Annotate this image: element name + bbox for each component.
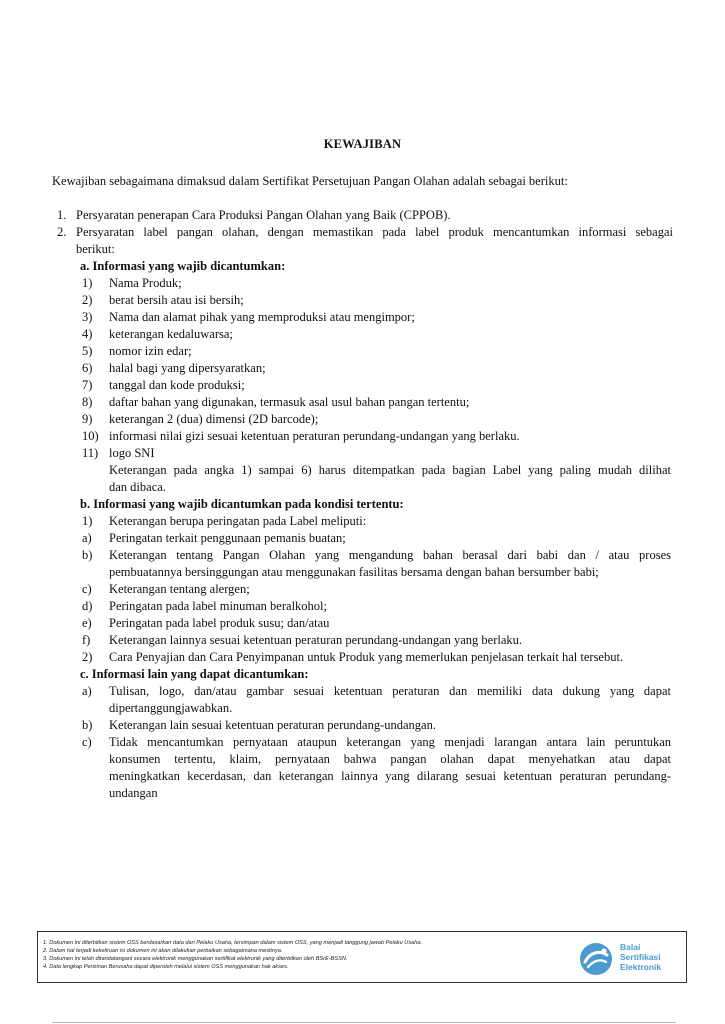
section-a-heading: a. Informasi yang wajib dicantumkan:	[80, 259, 286, 273]
footer-note: 4. Data lengkap Perizinan Berusaha dapat diperoleh melalui sistem OSS menggunakan hak akses.	[43, 964, 289, 970]
list-item-text: nomor izin edar;	[109, 344, 192, 358]
section-a-note-cont: dan dibaca.	[109, 480, 166, 494]
sublist-item-letter: b)	[82, 548, 93, 562]
bottom-divider	[52, 1022, 676, 1023]
footer-note: 2. Dalam hal terjadi kekeliruan isi dokumen ini akan dilakukan perbaikan sebagaimana mestinya.	[43, 948, 283, 954]
main-item-number: 2.	[57, 225, 67, 239]
sublist-item-text-cont: meningkatkan kecerdasan, dan keterangan lainnya yang dilarang sesuai ketentuan peraturan perundang-	[109, 769, 671, 783]
footer-note: 3. Dokumen ini telah ditandatangani secara elektronik menggunakan sertifikat elektronik yang diterbitkan oleh BSrE-BSSN.	[43, 956, 348, 962]
page-title: KEWAJIBAN	[323, 137, 402, 151]
main-item-text-cont: berikut:	[76, 242, 115, 256]
list-item-number: 8)	[82, 395, 93, 409]
list-item-text: Cara Penyajian dan Cara Penyimpanan untuk Produk yang memerlukan penjelasan terkait hal tersebut.	[109, 650, 624, 664]
list-item-number: 2)	[82, 650, 93, 664]
list-item-text: keterangan kedaluwarsa;	[109, 327, 233, 341]
main-item-text: Persyaratan label pangan olahan, dengan memastikan pada label produk mencantumkan informasi sebagai	[76, 225, 673, 239]
footer-notes-box	[37, 931, 687, 983]
section-c-heading: c. Informasi lain yang dapat dicantumkan:	[80, 667, 309, 681]
intro-paragraph: Kewajiban sebagaimana dimaksud dalam Sertifikat Persetujuan Pangan Olahan adalah sebagai berikut:	[52, 174, 568, 188]
sublist-item-text: Keterangan lainnya sesuai ketentuan peraturan perundang-undangan yang berlaku.	[109, 633, 523, 647]
sublist-item-letter: a)	[82, 531, 92, 545]
sublist-item-text: Tidak mencantumkan pernyataan ataupun keterangan yang menjadi larangan antara lain peruntukan	[109, 735, 671, 749]
logo-line: Elektronik	[620, 962, 662, 972]
sublist-item-text-cont: dipertanggungjawabkan.	[109, 701, 233, 715]
sublist-item-text: Peringatan terkait penggunaan pemanis buatan;	[109, 531, 346, 545]
sublist-item-text: Keterangan tentang alergen;	[109, 582, 250, 596]
list-item-text: Keterangan berupa peringatan pada Label meliputi:	[109, 514, 367, 528]
list-item-text: informasi nilai gizi sesuai ketentuan peraturan perundang-undangan yang berlaku.	[109, 429, 520, 443]
sublist-item-text-cont: pembuatannya bersinggungan atau menggunakan fasilitas bersama dengan bahan bersumber babi;	[109, 565, 599, 579]
sublist-item-letter: c)	[82, 582, 92, 596]
bsre-logo-icon	[576, 940, 616, 978]
logo-line: Sertifikasi	[620, 952, 661, 962]
list-item-text: halal bagi yang dipersyaratkan;	[109, 361, 266, 375]
main-item-number: 1.	[57, 208, 67, 222]
sublist-item-text-cont: undangan	[109, 786, 158, 800]
list-item-number: 5)	[82, 344, 93, 358]
list-item-number: 4)	[82, 327, 93, 341]
footer-note: 1. Dokumen ini diterbitkan sistem OSS berdasarkan data dari Pelaku Usaha, tersimpan dalam sistem OSS, yang menjadi tanggung jawab Pelaku Usaha.	[43, 940, 423, 946]
list-item-text: logo SNI	[109, 446, 155, 460]
sublist-item-letter: f)	[82, 633, 91, 647]
list-item-number: 6)	[82, 361, 93, 375]
main-item-text: Persyaratan penerapan Cara Produksi Pangan Olahan yang Baik (CPPOB).	[76, 208, 451, 222]
sublist-item-text: Peringatan pada label minuman beralkohol;	[109, 599, 327, 613]
sublist-item-text: Keterangan tentang Pangan Olahan yang mengandung bahan berasal dari babi dan / atau proses	[109, 548, 671, 562]
list-item-text: tanggal dan kode produksi;	[109, 378, 245, 392]
list-item-text: keterangan 2 (dua) dimensi (2D barcode);	[109, 412, 319, 426]
sublist-item-letter: c)	[82, 735, 92, 749]
list-item-number: 3)	[82, 310, 93, 324]
bsre-logo-text	[620, 942, 661, 972]
list-item-number: 1)	[82, 276, 93, 290]
sublist-item-letter: b)	[82, 718, 93, 732]
sublist-item-text: Keterangan lain sesuai ketentuan peraturan perundang-undangan.	[109, 718, 436, 732]
list-item-number: 7)	[82, 378, 93, 392]
list-item-number: 10)	[82, 429, 99, 443]
sublist-item-text: Peringatan pada label produk susu; dan/atau	[109, 616, 330, 630]
sublist-item-text: Tulisan, logo, dan/atau gambar sesuai ketentuan peraturan dan memiliki data dukung yang dapat	[109, 684, 671, 698]
sublist-item-text-cont: konsumen tertentu, klaim, pernyataan bahwa pangan olahan dapat menyehatkan atau dapat	[109, 752, 671, 766]
section-a-note: Keterangan pada angka 1) sampai 6) harus ditempatkan pada bagian Label yang paling mudah dilihat	[109, 463, 671, 477]
list-item-text: Nama dan alamat pihak yang memproduksi atau mengimpor;	[109, 310, 415, 324]
list-item-number: 9)	[82, 412, 93, 426]
list-item-number: 1)	[82, 514, 93, 528]
list-item-text: Nama Produk;	[109, 276, 182, 290]
list-item-number: 2)	[82, 293, 93, 307]
sublist-item-letter: a)	[82, 684, 92, 698]
bsre-logo	[576, 940, 686, 978]
logo-line: Balai	[620, 942, 641, 952]
section-b-heading: b. Informasi yang wajib dicantumkan pada kondisi tertentu:	[80, 497, 404, 511]
list-item-number: 11)	[82, 446, 99, 460]
sublist-item-letter: d)	[82, 599, 93, 613]
list-item-text: daftar bahan yang digunakan, termasuk asal usul bahan pangan tertentu;	[109, 395, 470, 409]
sublist-item-letter: e)	[82, 616, 92, 630]
list-item-text: berat bersih atau isi bersih;	[109, 293, 244, 307]
